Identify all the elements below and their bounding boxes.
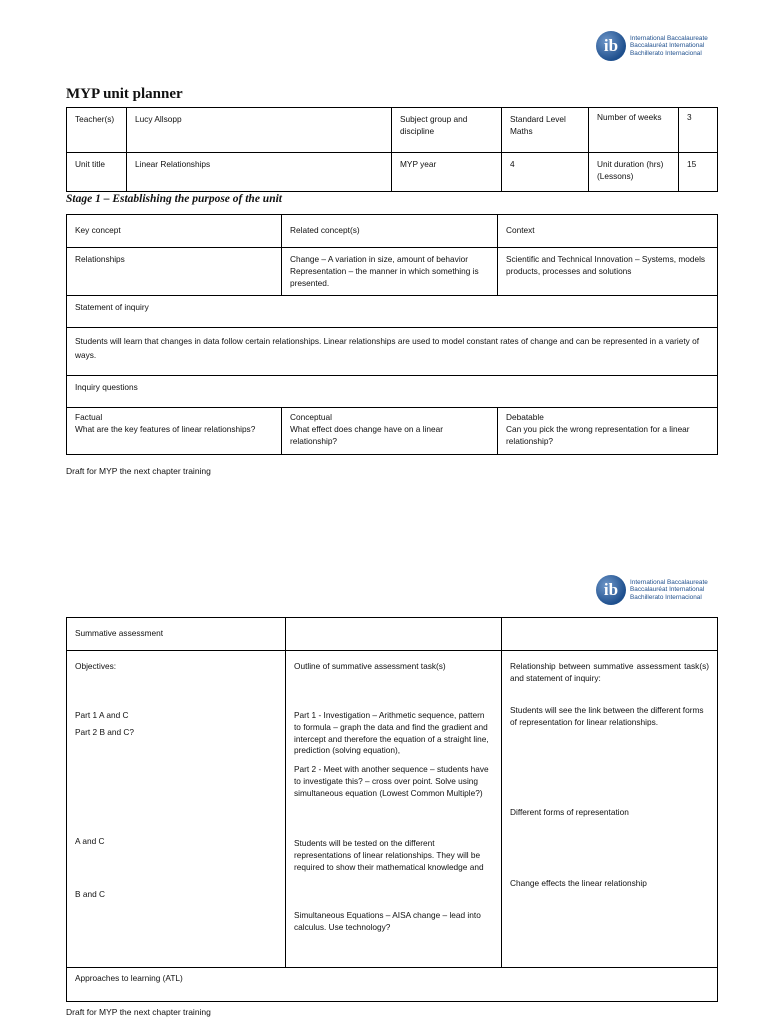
- task-item: Students will be tested on the different representations of linear relationships. They will be required to show their mathematical knowledge and: [294, 838, 484, 872]
- duration-value: 15: [679, 153, 718, 192]
- inquiry-questions-label: Inquiry questions: [67, 376, 718, 408]
- context-value: Scientific and Technical Innovation – Systems, models products, processes and solutions: [498, 248, 718, 296]
- ib-logo: [596, 575, 708, 605]
- ib-logo-icon: ib: [596, 575, 626, 605]
- conceptual-label: Conceptual: [290, 412, 332, 423]
- page-title: MYP unit planner: [66, 86, 183, 102]
- tasks-cell: [286, 651, 502, 968]
- factual-label: Factual: [75, 412, 103, 423]
- ib-logo-icon: ib: [596, 31, 626, 61]
- unit-title-label: Unit title: [67, 153, 127, 192]
- summative-table: [66, 617, 718, 1002]
- ib-logo: [596, 31, 708, 61]
- debatable-value: Can you pick the wrong representation for a linear relationship?: [506, 424, 690, 446]
- unit-title-value: Linear Relationships: [127, 153, 392, 192]
- context-label: Context: [498, 215, 718, 248]
- myp-year-label: MYP year: [392, 153, 502, 192]
- statement-value: Students will learn that changes in data follow certain relationships. Linear relationships are used to model constant rates of change and can be represented in a variety of ways.: [67, 328, 718, 376]
- task-item: Part 1 - Investigation – Arithmetic sequence, pattern to formula – graph the data and find the gradient and intercept and therefore the equation of a straight line, prediction (solving equation),: [294, 710, 489, 756]
- logo-line: Baccalauréat International: [630, 42, 705, 50]
- weeks-value: 3: [679, 108, 718, 153]
- relationship-label: Relationship between summative assessment task(s) and statement of inquiry:: [510, 661, 709, 683]
- relationship-cell: [502, 651, 718, 968]
- objective-item: B and C: [75, 889, 105, 899]
- stage-heading: Stage 1 – Establishing the purpose of the unit: [66, 193, 282, 205]
- related-concepts-label: Related concept(s): [282, 215, 498, 248]
- debatable-question: [498, 408, 718, 454]
- logo-line: Baccalauréat International: [630, 586, 705, 594]
- purpose-table: [66, 214, 718, 455]
- empty-cell: [286, 618, 502, 651]
- empty-cell: [502, 618, 718, 651]
- factual-question: [67, 408, 282, 454]
- myp-year-value: 4: [502, 153, 589, 192]
- relationship-item: Different forms of representation: [510, 807, 629, 817]
- key-concept-label: Key concept: [67, 215, 282, 248]
- atl-label: Approaches to learning (ATL): [67, 968, 718, 1002]
- related-concepts-value: Change – A variation in size, amount of behavior Representation – the manner in which something is presented.: [282, 248, 498, 296]
- duration-label: Unit duration (hrs) (Lessons): [589, 153, 679, 192]
- objective-item: A and C: [75, 836, 105, 846]
- task-item: Simultaneous Equations – AISA change – lead into calculus. Use technology?: [294, 910, 481, 932]
- key-concept-value: Relationships: [67, 248, 282, 296]
- outline-label: Outline of summative assessment task(s): [294, 661, 446, 671]
- objectives-label: Objectives:: [75, 661, 117, 671]
- objectives-cell: [67, 651, 286, 968]
- subject-label: Subject group and discipline: [392, 108, 502, 153]
- conceptual-question: [282, 408, 498, 454]
- unit-header-table: [66, 107, 718, 192]
- logo-line: International Baccalaureate: [630, 34, 708, 42]
- summative-label: Summative assessment: [67, 618, 286, 651]
- relationship-item: Change effects the linear relationship: [510, 878, 647, 888]
- debatable-label: Debatable: [506, 412, 544, 423]
- weeks-label: Number of weeks: [589, 108, 679, 153]
- page-footer: Draft for MYP the next chapter training: [66, 1007, 211, 1017]
- logo-line: Bachillerato Internacional: [630, 49, 702, 57]
- statement-label: Statement of inquiry: [67, 296, 718, 328]
- logo-line: International Baccalaureate: [630, 578, 708, 586]
- relationship-item: Students will see the link between the different forms of representation for linear relationships.: [510, 705, 704, 727]
- logo-line: Bachillerato Internacional: [630, 593, 702, 601]
- page-footer: Draft for MYP the next chapter training: [66, 466, 211, 476]
- conceptual-value: What effect does change have on a linear relationship?: [290, 424, 443, 446]
- teacher-value: Lucy Allsopp: [127, 108, 392, 153]
- objective-item: Part 1 A and C: [75, 710, 129, 720]
- objective-item: Part 2 B and C?: [75, 727, 135, 737]
- teacher-label: Teacher(s): [67, 108, 127, 153]
- subject-value: Standard Level Maths: [502, 108, 589, 153]
- task-item: Part 2 - Meet with another sequence – students have to investigate this? – cross over point. Solve using simultaneous equation (Lowest Common Multiple?): [294, 764, 489, 798]
- factual-value: What are the key features of linear relationships?: [75, 424, 256, 435]
